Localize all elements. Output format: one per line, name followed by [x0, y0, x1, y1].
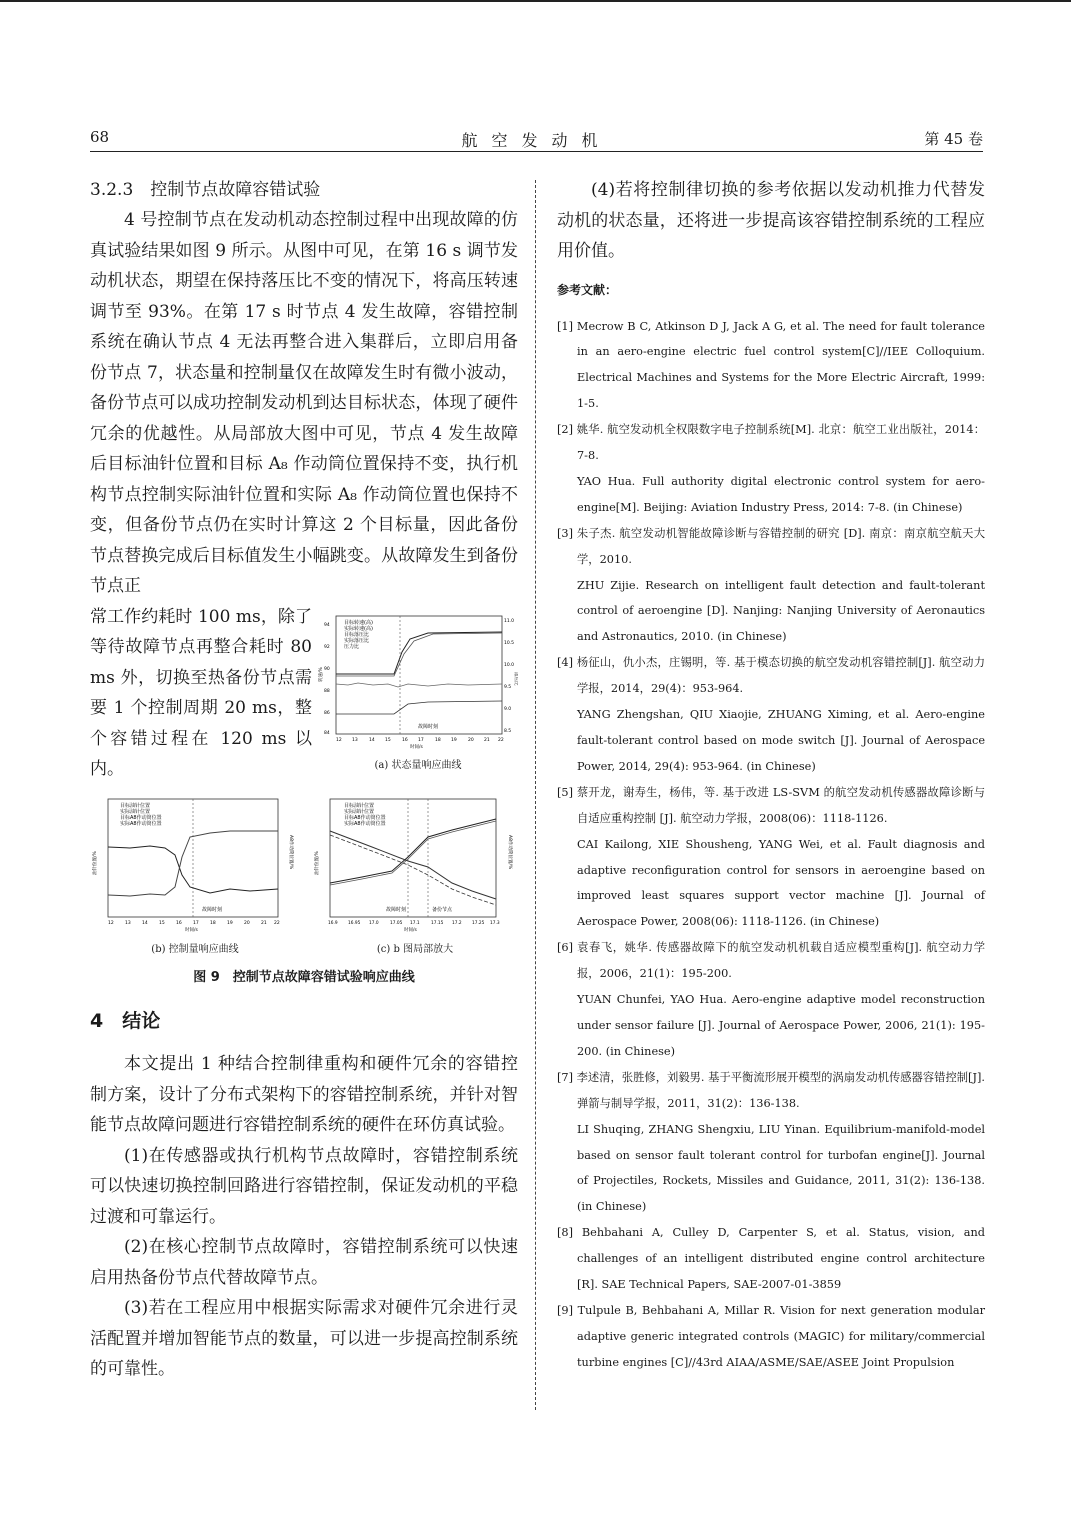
series-needle-actual-c [330, 821, 496, 885]
series-needle-c [330, 819, 496, 883]
xlabel-c: 时间/s [404, 928, 417, 933]
legend-a-3: 实际落压比 [344, 638, 370, 644]
legend-c-2: 目标A8作动筒位置 [344, 815, 386, 821]
references-heading: 参考文献： [557, 282, 618, 297]
xtick-c-4: 17.1 [410, 921, 420, 926]
xlabel-b: 时间/s [185, 928, 198, 933]
yrtick-a-1: 10.5 [504, 641, 515, 646]
y-right-ticks-a [504, 618, 514, 734]
xtick-a-6: 18 [435, 738, 441, 743]
xtick-c-3: 17.05 [390, 921, 403, 926]
xtick-b-5: 17 [193, 921, 199, 926]
legend-c [344, 802, 386, 827]
yrtick-a-2: 10.0 [504, 663, 515, 668]
xtick-a-4: 16 [402, 738, 408, 743]
yrtick-a-4: 9.0 [504, 707, 512, 712]
annotation-fault-b: 故障时刻 [202, 907, 223, 913]
xtick-a-3: 15 [385, 738, 391, 743]
section-title: 4 结论 [90, 1010, 161, 1032]
legend-b [120, 802, 162, 827]
xtick-b-7: 19 [227, 921, 233, 926]
xtick-c-7: 17.25 [472, 921, 485, 926]
reference-8: [8] Behbahani A, Culley D, Carpenter S, et al. Status, vision, and challenges of an intelligent distributed engine control architecture [R]. SAE Technical Papers, SAE-2007-01-3859 [557, 1226, 985, 1292]
xtick-b-10: 22 [274, 921, 280, 926]
paragraph-5: (3)若在工程应用中根据实际需求对硬件冗余进行灵活配置并增加智能节点的数量，可以进一步提高控制系统的可靠性。 [90, 1298, 518, 1379]
series-pressure-ratio [336, 683, 502, 687]
xtick-a-8: 20 [468, 738, 474, 743]
xtick-a-9: 21 [484, 738, 490, 743]
journal-name: 航空发动机 [461, 131, 612, 150]
legend-a-4: 压力比 [344, 644, 360, 650]
xtick-c-6: 17.2 [452, 921, 462, 926]
legend-a-0: 目标转速(高) [344, 620, 373, 626]
xtick-a-1: 13 [352, 738, 358, 743]
ylabel-right-b: A8作动筒位置/% [288, 835, 293, 870]
xtick-a-7: 19 [451, 738, 457, 743]
paragraph-6: (4)若将控制律切换的参考依据以发动机推力代替发动机的状态量，还将进一步提高该容错控制系统的工程应用价值。 [557, 180, 985, 261]
reference-2-en: YAO Hua. Full authority digital electronic control system for aero-engine[M]. Beijing: Aviation Industry Press, 2014: 7-8. (in Chinese) [577, 474, 985, 514]
figure-9c [312, 795, 518, 935]
xtick-a-2: 14 [369, 738, 375, 743]
legend-c-3: 实际A8作动筒位置 [344, 821, 386, 827]
chart-9a [318, 612, 518, 752]
legend-b-2: 目标A8作动筒位置 [120, 815, 162, 821]
legend-a-2: 目标落压比 [344, 632, 370, 638]
volume-label: 第 45 卷 [924, 130, 983, 148]
ylabel-right-c: A8作动筒位置/% [507, 835, 512, 870]
xlabel-a: 时间/s [410, 745, 423, 750]
paragraph-2: 本文提出 1 种结合控制律重构和硬件冗余的容错控制方案，设计了分布式架构下的容错控制系统，并针对智能节点故障问题进行容错控制系统的硬件在环仿真试验。 [90, 1054, 518, 1135]
figure-9c-caption: (c) b 图局部放大 [376, 944, 454, 955]
reference-4-en: YANG Zhengshan, QIU Xiaojie, ZHUANG Ximing, et al. Aero-engine fault-tolerant control based on mode switch [J]. Journal of Aerospace Power, 2014, 29(4): 953-964. (in Chinese) [577, 708, 985, 773]
ylabel-left-b: 油针位置/% [93, 851, 98, 875]
x-ticks-c [328, 920, 500, 926]
figure-9a-caption: (a) 状态量响应曲线 [374, 760, 462, 771]
paragraph-1-wrap: 常工作约耗时 100 ms，除了等待故障节点再整合耗时 80 ms 外，切换至热备份节点需要 1 个控制周期 20 ms，整个容错过程在 120 ms 以内。 [90, 606, 312, 779]
annotation-fault-c: 故障时刻 [386, 907, 407, 913]
paragraph-3: (1)在传感器或执行机构节点故障时，容错控制系统可以快速切换控制回路进行容错控制，保证发动机的平稳过渡和可靠运行。 [90, 1145, 518, 1227]
ylabel-left-a: 转速/% [319, 667, 324, 682]
xtick-b-8: 20 [244, 921, 250, 926]
yrtick-a-5: 8.5 [504, 729, 512, 734]
left-column-lower [90, 1006, 518, 1385]
series-a8-c [330, 831, 496, 899]
xtick-b-4: 16 [176, 921, 182, 926]
yrtick-a-0: 11.0 [504, 619, 515, 624]
reference-2: [2] 姚华. 航空发动机全权限数字电子控制系统[M]. 北京：航空工业出版社，2014：7-8. [557, 423, 985, 463]
top-rule [0, 0, 1071, 2]
series-target-epr [336, 701, 502, 714]
x-ticks-b [108, 920, 280, 926]
series-a8-actual-c [330, 835, 496, 905]
reference-list [557, 314, 985, 1376]
subsection-title: 3.2.3 控制节点故障容错试验 [90, 180, 321, 200]
yrtick-a-3: 9.5 [504, 685, 512, 690]
reference-9: [9] Tulpule B, Behbahani A, Millar R. Vision for next generation modular adaptive generic integrated controls (MAGIC) for military/commercial turbine engines [C]//43rd AIAA/ASME/SAE/ASEE Joint Propulsion [557, 1303, 985, 1369]
reference-4: [4] 杨征山，仇小杰，庄锡明，等. 基于模态切换的航空发动机容错控制[J]. 航空动力学报，2014，29(4)：953-964. [557, 656, 985, 696]
xtick-c-5: 17.15 [431, 921, 444, 926]
reference-5: [5] 蔡开龙，谢寿生，杨伟，等. 基于改进 LS-SVM 的航空发动机传感器故障诊断与自适应重构控制 [J]. 航空动力学报，2008(06)：1118-1126. [557, 785, 985, 825]
reference-6: [6] 袁春飞，姚华. 传感器故障下的航空发动机机载自适应模型重构[J]. 航空动力学报，2006，21(1)：195-200. [557, 941, 985, 981]
annotation-backup-c: 备份节点 [432, 907, 453, 913]
reference-3-en: ZHU Zijie. Research on intelligent fault detection and fault-tolerant control of aeroengine [D]. Nanjing: Nanjing University of Aeronautics and Astronautics, 2010. (in Chinese) [577, 578, 985, 644]
right-column [557, 175, 985, 1376]
chart-9c [312, 795, 518, 935]
reference-7: [7] 李述清，张胜修，刘毅男. 基于平衡流形展开模型的涡扇发动机传感器容错控制[J]. 弹箭与制导学报，2011，31(2)：136-138. [557, 1070, 985, 1110]
xtick-c-0: 16.9 [328, 921, 338, 926]
xtick-b-9: 21 [261, 921, 267, 926]
reference-1: [1] Mecrow B C, Atkinson D J, Jack A G, et al. The need for fault tolerance in an aero-engine electric fuel control system[C]//IEE Colloquium. Electrical Machines and Systems for the More Electric Aircraft, 1999: 1-5. [557, 319, 985, 411]
reference-6-en: YUAN Chunfei, YAO Hua. Aero-engine adaptive model reconstruction under sensor failure [J]. Journal of Aerospace Power, 2006, 21(1): 195-200. (in Chinese) [577, 993, 985, 1058]
ytick-a-1: 92 [324, 645, 330, 650]
figure-9b [90, 795, 300, 935]
xtick-c-1: 16.95 [348, 921, 361, 926]
paragraph-1: 4 号控制节点在发动机动态控制过程中出现故障的仿真试验结果如图 9 所示。从图中可见，在第 16 s 调节发动机状态，期望在保持落压比不变的情况下，将高压转速调节至 93%。在第 17 s 时节点 4 发生故障，容错控制系统在确认节点 4 无法再整合进入集群后，立即启用备份节点 7，状态量和控制量仅在故障发生时有微小波动，备份节点可以成功控制发动机到达目标状态，体现了硬件冗余的优越性。从局部放大图中可见，节点 4 发生故障后目标油针位置和目标 A₈ 作动筒位置保持不变，执行机构节点控制实际油针位置和实际 A₈ 作动筒位置也保持不变，但备份节点仍在实时计算这 2 个目标量，因此备份节点替换完成后目标值发生小幅跳变。从故障发生到备份节点正 [90, 210, 518, 596]
ytick-a-4: 86 [324, 711, 330, 716]
xtick-b-6: 18 [210, 921, 216, 926]
reference-7-en: LI Shuqing, ZHANG Shengxiu, LIU Yinan. Equilibrium-manifold-model based on sensor fault tolerant control for turbofan engine[J]. Journal of Projectiles, Rockets, Missiles and Guidance, 2011, 31(2): 136-138. (in Chinese) [577, 1122, 985, 1214]
legend-b-3: 实际A8作动筒位置 [120, 821, 162, 827]
reference-3: [3] 朱子杰. 航空发动机智能故障诊断与容错控制的研究 [D]. 南京：南京航空航天大学，2010. [557, 526, 985, 566]
figure-9-caption: 图 9 控制节点故障容错试验响应曲线 [193, 970, 415, 985]
paragraph-4: (2)在核心控制节点故障时，容错控制系统可以快速启用热备份节点代替故障节点。 [90, 1237, 518, 1288]
xtick-a-0: 12 [336, 738, 342, 743]
legend-b-1: 实际油针位置 [120, 809, 151, 815]
annotation-fault-a: 故障时刻 [418, 724, 439, 730]
legend-a-1: 实际转速(高) [344, 626, 373, 632]
ytick-a-0: 94 [324, 623, 330, 628]
xtick-b-1: 13 [125, 921, 131, 926]
series-needle [108, 846, 278, 893]
y-left-ticks-a [324, 622, 330, 736]
xtick-b-0: 12 [108, 921, 114, 926]
reference-5-en: CAI Kailong, XIE Shousheng, YANG Wei, et al. Fault diagnosis and adaptive reconfiguration control for sensors in aeroengine based on improved least squares support vector machine [J]. Journal of Aerospace Power, 2008(06): 1118-1126. (in Chinese) [577, 837, 985, 929]
xtick-b-2: 14 [142, 921, 148, 926]
legend-c-1: 实际油针位置 [344, 809, 375, 815]
xtick-b-3: 15 [159, 921, 165, 926]
x-ticks-a [336, 737, 504, 743]
xtick-a-10: 22 [498, 738, 504, 743]
figure-9a [318, 612, 518, 752]
column-separator [535, 180, 536, 1410]
ytick-a-3: 88 [324, 689, 330, 694]
running-header [90, 128, 983, 152]
xtick-a-5: 17 [418, 738, 424, 743]
legend-b-0: 目标油针位置 [120, 803, 151, 809]
figure-9b-caption: (b) 控制量响应曲线 [151, 944, 239, 955]
ylabel-right-a: 落压比 [513, 672, 518, 686]
page-number: 68 [90, 128, 110, 146]
header-rule [90, 151, 983, 152]
xtick-c-2: 17.0 [369, 921, 379, 926]
ytick-a-2: 90 [324, 667, 330, 672]
xtick-c-8: 17.3 [490, 921, 500, 926]
ylabel-left-c: 油针位置/% [315, 851, 320, 875]
ytick-a-5: 84 [324, 731, 330, 736]
chart-9b [90, 795, 300, 935]
legend-a [344, 619, 373, 650]
legend-c-0: 目标油针位置 [344, 803, 375, 809]
